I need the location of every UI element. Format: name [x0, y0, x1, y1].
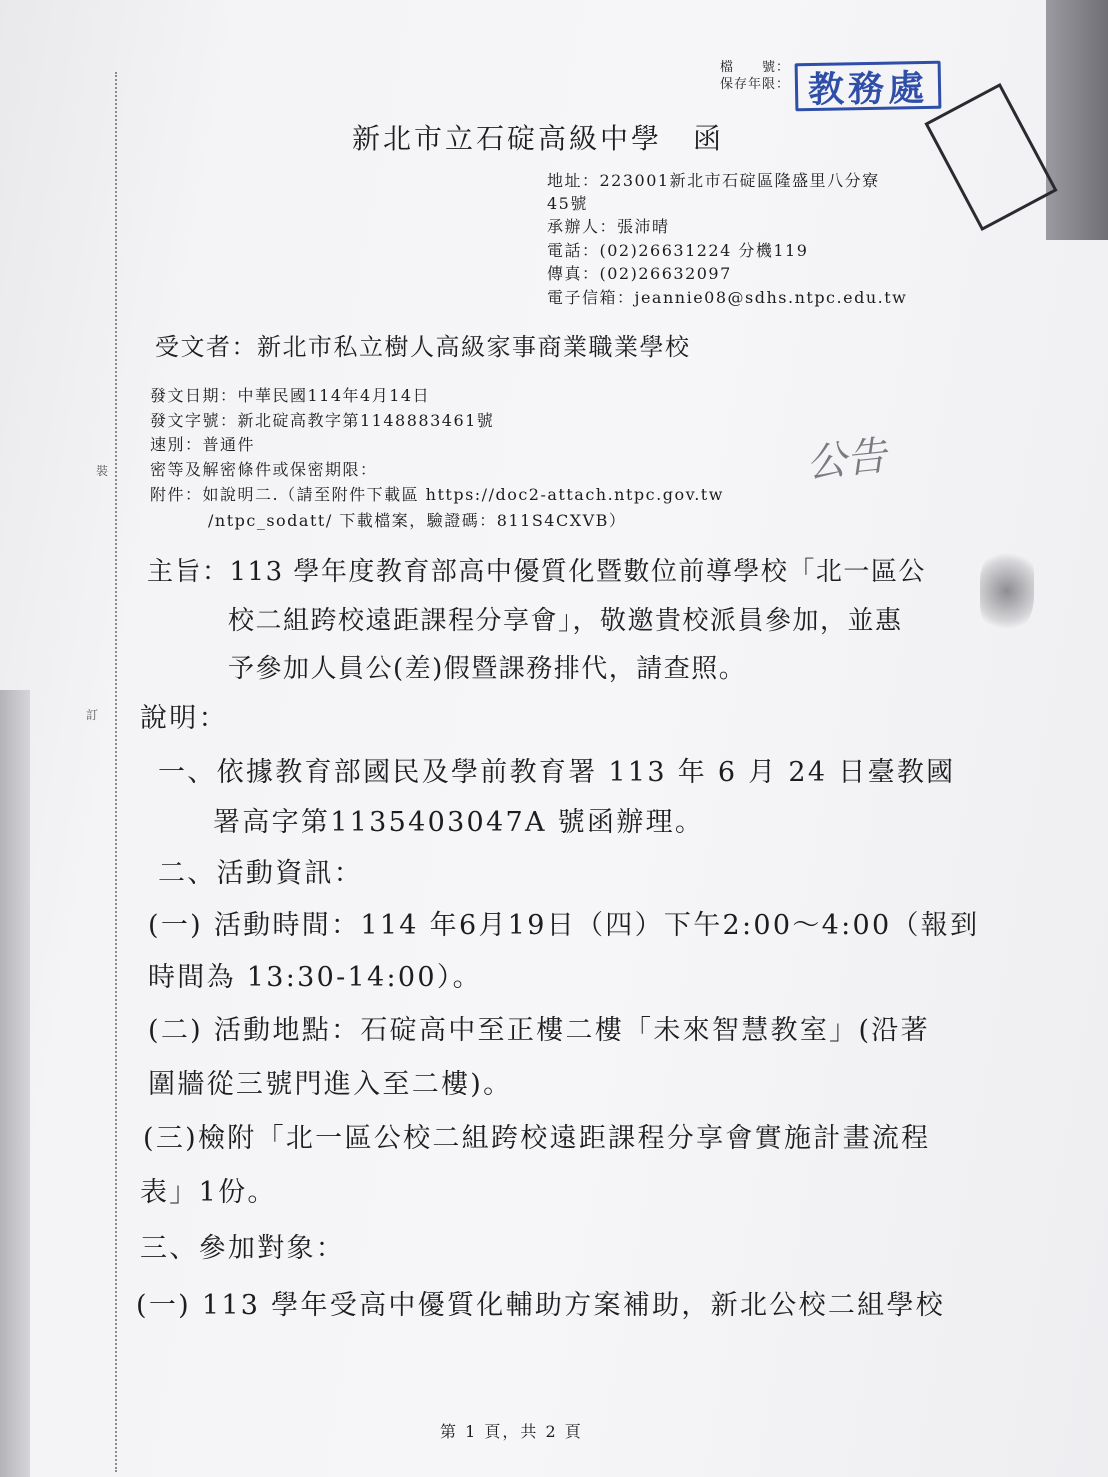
attachment-cont: /ntpc_sodatt/ 下載檔案，驗證碼：811S4CXVB）: [208, 511, 627, 530]
explanation-line: (三)檢附「北一區公校二組跨校遠距課程分享會實施計畫流程: [143, 1123, 931, 1154]
explanation-line: 時間為 13:30-14:00）。: [148, 962, 482, 993]
page-number: 第 1 頁，共 2 頁: [440, 1422, 583, 1441]
explanation-line: (二) 活動地點：石碇高中至正樓二樓「未來智慧教室」(沿著: [148, 1015, 930, 1046]
sender-address-cont: 45號: [547, 194, 588, 213]
explanation-line: (一) 活動時間：114 年6月19日（四）下午2:00～4:00（報到: [148, 910, 980, 941]
partial-seal-stamp: [924, 83, 1057, 231]
document-title: 新北市立石碇高級中學 函: [352, 122, 725, 155]
explanation-line: 表」1份。: [140, 1177, 277, 1208]
handwritten-note: 公告: [804, 432, 889, 488]
binding-mark: 裝: [96, 464, 109, 478]
binding-margin-line: [115, 72, 117, 1472]
office-stamp-text: 教務處: [807, 67, 929, 111]
explanation-label: 說明：: [140, 703, 228, 734]
explanation-line: 一、依據教育部國民及學前教育署 113 年 6 月 24 日臺教國: [158, 757, 956, 788]
file-number-label: 檔 號：: [720, 60, 791, 75]
sender-fax: 傳真：(02)26632097: [547, 264, 732, 283]
background-edge-right: [1046, 0, 1108, 240]
sender-contact-person: 承辦人：張沛晴: [547, 217, 670, 236]
sender-email: 電子信箱：jeannie08@sdhs.ntpc.edu.tw: [547, 288, 908, 307]
explanation-line: 圍牆從三號門進入至二樓)。: [148, 1069, 513, 1100]
sender-phone: 電話：(02)26631224 分機119: [547, 241, 809, 260]
retention-period-label: 保存年限：: [720, 77, 791, 92]
sender-address: 地址：223001新北市石碇區隆盛里八分寮: [547, 171, 880, 190]
attachment: 附件：如說明二.（請至附件下載區 https://doc2-attach.ntpc.gov.tw: [150, 485, 724, 504]
explanation-line: 三、參加對象：: [140, 1233, 346, 1264]
office-stamp: [795, 61, 942, 112]
recipient: 受文者：新北市私立樹人高級家事商業職業學校: [155, 333, 691, 361]
blurred-seal-mark: [980, 548, 1034, 634]
background-edge-left: [0, 690, 30, 1477]
explanation-line: 署高字第1135403047A 號函辦理。: [213, 807, 705, 838]
subject-line: 校二組跨校遠距課程分享會」，敬邀貴校派員參加，並惠: [228, 606, 903, 636]
subject-line: 予參加人員公(差)假暨課務排代，請查照。: [228, 654, 747, 684]
confidentiality: 密等及解密條件或保密期限：: [150, 460, 378, 479]
issue-date: 發文日期：中華民國114年4月14日: [150, 386, 431, 405]
explanation-line: (一) 113 學年受高中優質化輔助方案補助，新北公校二組學校: [136, 1290, 946, 1321]
subject-line: 主旨：113 學年度教育部高中優質化暨數位前導學校「北一區公: [147, 557, 926, 587]
urgency: 速別：普通件: [150, 435, 256, 454]
document-number: 發文字號：新北碇高教字第1148883461號: [150, 411, 495, 430]
stitch-mark: 訂: [86, 708, 99, 722]
explanation-line: 二、活動資訊：: [158, 858, 364, 889]
